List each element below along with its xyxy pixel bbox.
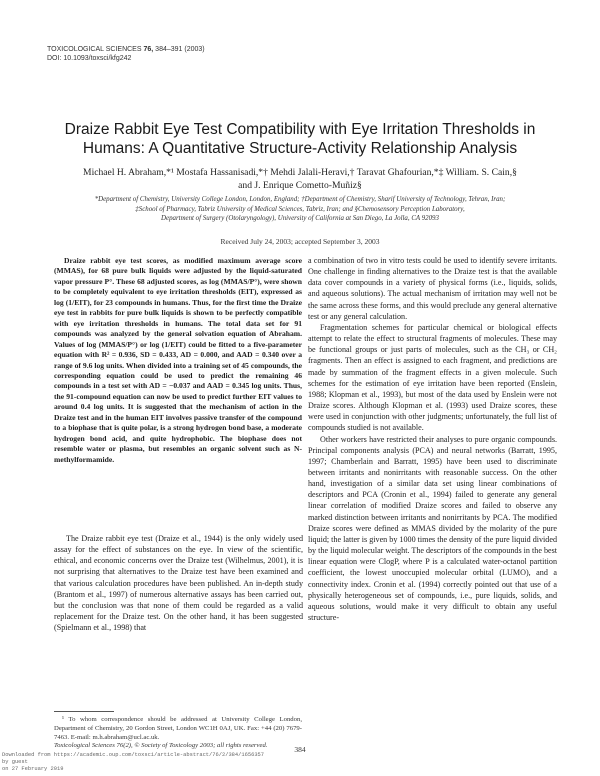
copyright-line: Toxicological Sciences 76(2), © Society of Toxicology 2003; all rights reserved. — [54, 742, 268, 749]
correspondence-footnote — [54, 715, 302, 742]
author-line: and J. Enrique Cometto-Muñiz§ — [238, 180, 362, 191]
journal-doi: DOI: 10.1093/toxsci/kfg242 — [47, 55, 132, 62]
affiliation-line: Department of Surgery (Otolaryngology), University of California at San Diego, La Jolla, CA 92093 — [161, 215, 439, 223]
journal-volume: 76, — [143, 46, 154, 53]
received-dates: Received July 24, 2003; accepted September 3, 2003 — [220, 237, 380, 246]
abstract — [54, 256, 302, 465]
author-list — [40, 166, 560, 192]
footnote-text: ¹ To whom correspondence should be addressed at University College London, Department of Chemistry, 20 Gordon Street, London WC1H 0AJ, UK. Fax: +44 (20) 7679-7463. E-mail: m.h.abraham@ucl.ac.uk. — [54, 716, 302, 741]
footnote-divider — [54, 711, 114, 712]
page-number: 384 — [294, 745, 306, 754]
journal-pages: 384–391 (2003) — [155, 46, 205, 53]
journal-header — [47, 45, 205, 63]
body-paragraph: Fragmentation schemes for particular chemical or biological effects attempt to relate the effect to structural fragments of molecules. These may be functional groups or just parts of molecules, such as the CH₃ or CH₂ fragments. Then an effect is assigned to each fragment, and predictions are made by summation of the fragment effects in a given molecule. Such schemes for the estimation of eye irritation have been reported (Enslein, 1988; Klopman et al., 1993), but most of the data used by Enslein were not Draize scores. Although Klopman et al. (1993) used Draize scores, these were used in conjunction with other judgments; unfortunately, the full list of compounds studied is not available. — [308, 322, 557, 433]
download-stamp — [2, 752, 562, 773]
affiliation-line: ‡School of Pharmacy, Tabriz University of Medical Sciences, Tabriz, Iran; and §Chemosensory Perception Laboratory, — [135, 205, 465, 213]
intro-paragraph: The Draize rabbit eye test (Draize et al., 1944) is the only widely used assay for the effect of substances on the eye. In view of the scientific, ethical, and economic concerns over the Draize test (Wilhelmus, 2001), it is not surprising that alternatives to the Draize test have been examined and that various calculation procedures have been published. An in-depth study (Brantom et al., 1997) of numerous alternative assays has been carried out, but the conclusion was that none of them could be regarded as a valid replacement for the Draize test. On the other hand, it has been suggested (Spielmann et al., 1998) that — [54, 534, 303, 633]
introduction-left-column — [54, 533, 303, 633]
download-line: on 27 February 2019 — [2, 766, 64, 772]
right-column — [308, 255, 557, 623]
download-line: Downloaded from https://academic.oup.com/toxsci/article-abstract/76/2/384/1656357 — [2, 752, 265, 758]
download-line: by guest — [2, 759, 28, 765]
body-paragraph: Other workers have restricted their analyses to pure organic compounds. Principal components analysis (PCA) and neural networks (Barratt, 1995, 1997; Chamberlain and Barratt, 1995) have been used to discriminate between irritants and nonirritants with reasonable success. On the other hand, investigation of a similar data set using linear combinations of descriptors and PCA (Cronin et al., 1994) failed to generate any general linear correlation of modified Draize scores and failed to observe any marked distinction between irritants and nonirritants by PCA. The modified Draize scores were defined as MMAS divided by the molarity of the pure liquid; the latter is given by 1000 times the density of the pure liquid divided by the liquid molecular weight. The descriptors of the compounds in the best linear equation were ClogP, where P is a calculated water-octanol partition coefficient, the lowest unoccupied molecular orbital (LUMO), and a connectivity index. Cronin et al. (1994) correctly pointed out that use of a physically heterogeneous set of compounds, i.e., pure liquids, solids, and aqueous solutions, would make it very difficult to obtain any useful structure- — [308, 434, 557, 622]
affiliations — [48, 195, 552, 224]
abstract-text: Draize rabbit eye test scores, as modified maximum average score (MMAS), for 68 pure bulk liquids were adjusted by the liquid-saturated vapor pressure P°. These 68 adjusted scores, as log (MMAS/P°), were shown to be completely equivalent to eye irritation thresholds (EIT), expressed as log (1/EIT), for 23 compounds in humans. Thus, for the first time the Draize eye test in rabbits for pure bulk liquids is shown to be perfectly compatible with eye irritation thresholds in humans. The total data set for 91 compounds was analyzed by the general solvation equation of Abraham. Values of log (MMAS/P°) or log (1/EIT) could be fitted to a five-parameter equation with R² = 0.936, SD = 0.433, AD = 0.000, and AAD = 0.340 over a range of 9.6 log units. When divided into a training set of 45 compounds, the corresponding equation could be used to predict the remaining 46 compounds in a test set with AD = −0.037 and AAD = 0.345 log units. Thus, the 91-compound equation can now be used to predict further EIT values to around 0.4 log units. It is suggested that the mechanism of action in the Draize test and in the human EIT involves passive transfer of the compound to a biophase that is quite polar, is a strong hydrogen bond base, a moderate hydrogen bond acid, and quite hydrophobic. The biophase does not resemble water or plasma, but resembles an organic solvent such as N-methylformamide. — [54, 256, 302, 464]
title-line: Humans: A Quantitative Structure-Activity Relationship Analysis — [82, 140, 518, 157]
body-paragraph: a combination of two in vitro tests could be used to identify severe irritants. One challenge in finding alternatives to the Draize test is that the available data cover compounds in a variety of physical forms (i.e., liquids, solids, and aqueous solutions). The actual mechanism of irritation may well not be the same across these forms, and this would preclude any general alternative test or any general calculation. — [308, 256, 557, 321]
affiliation-line: *Department of Chemistry, University College London, London, England; †Department of Chemistry, Sharif University of Technology, Tehran, Iran; — [94, 196, 506, 203]
title-line: Draize Rabbit Eye Test Compatibility with Eye Irritation Thresholds in — [64, 121, 536, 138]
author-line: Michael H. Abraham,*¹ Mostafa Hassanisadi,*† Mehdi Jalali-Heravi,† Taravat Ghafourian,*‡ William. S. Cain,§ — [83, 167, 517, 178]
journal-citation — [47, 45, 205, 54]
paper-title — [40, 120, 560, 158]
journal-name: TOXICOLOGICAL SCIENCES — [47, 46, 142, 53]
